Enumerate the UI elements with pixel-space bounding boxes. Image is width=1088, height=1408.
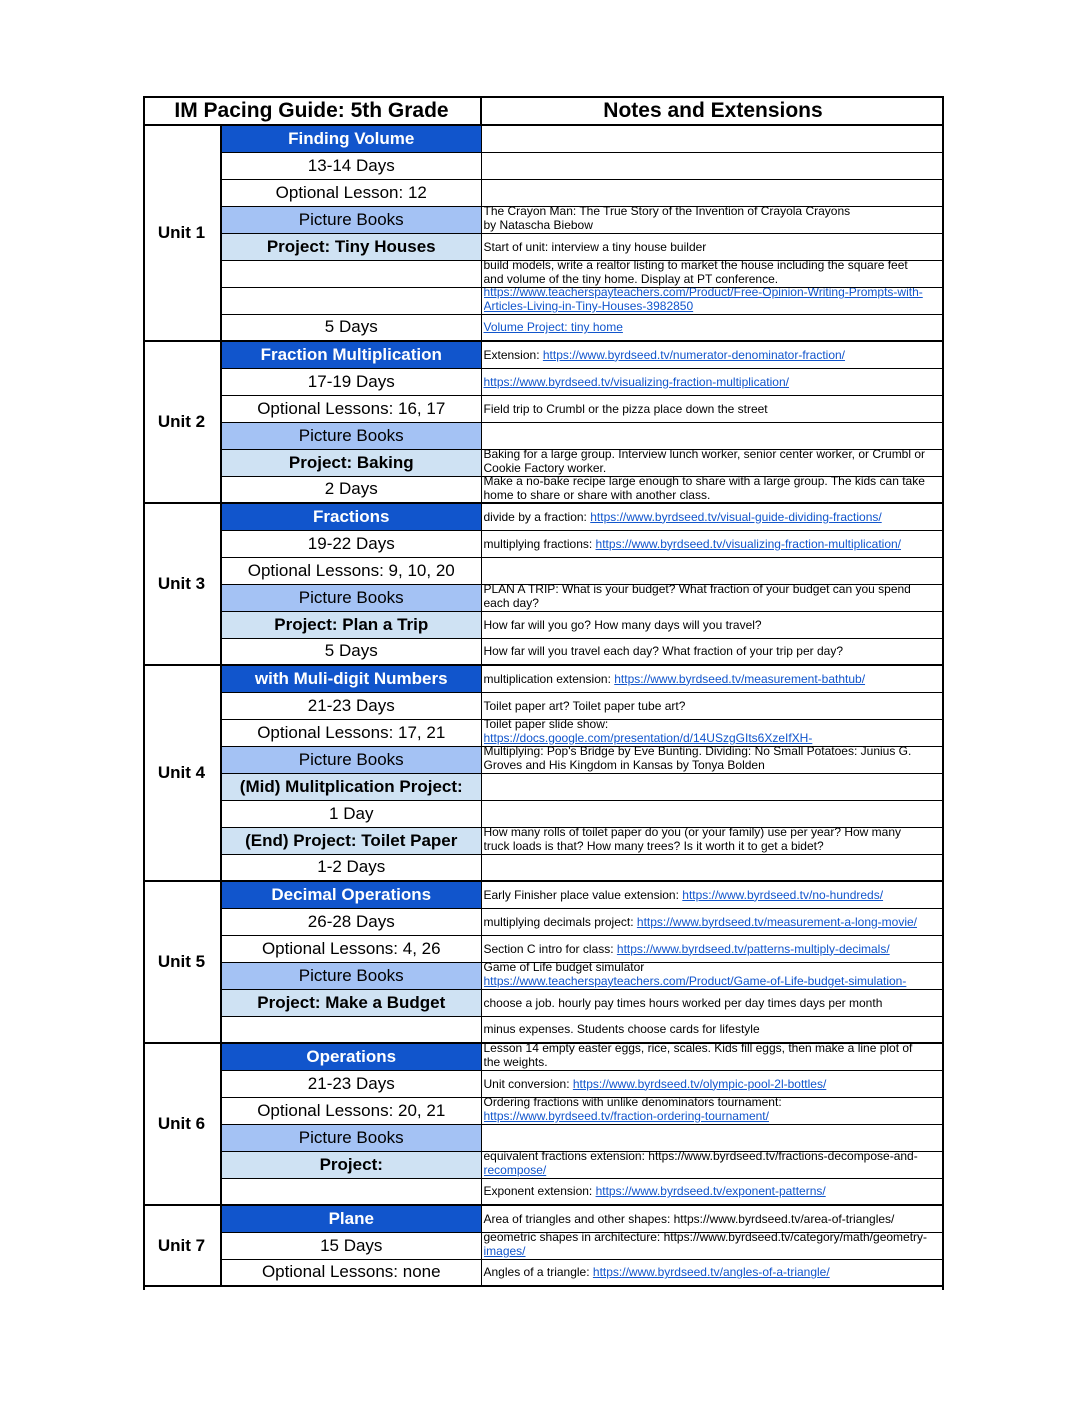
unit-label: Unit 1 xyxy=(143,125,221,341)
unit-detail-cell: Operations xyxy=(221,1043,481,1070)
table-row xyxy=(143,314,944,341)
unit-detail-cell: 19-22 Days xyxy=(221,530,481,557)
notes-line: build models, write a realtor listing to market the house including the square feet xyxy=(483,260,908,272)
notes-cell xyxy=(481,1178,944,1205)
notes-link[interactable]: https://www.byrdseed.tv/patterns-multiply-decimals/ xyxy=(616,941,890,956)
notes-line[interactable]: Articles-Living-in-Tiny-Houses-3982850 xyxy=(483,299,694,313)
table-row xyxy=(143,368,944,395)
notes-link[interactable]: Volume Project: tiny home xyxy=(483,320,623,335)
table-row xyxy=(143,1070,944,1097)
notes-cell xyxy=(481,314,944,341)
notes-cell xyxy=(481,719,944,746)
notes-cell xyxy=(481,125,944,152)
notes-cell xyxy=(481,584,944,611)
unit-label: Unit 4 xyxy=(143,665,221,881)
notes-line: each day? xyxy=(483,596,539,610)
notes-text: Start of unit: interview a tiny house builder xyxy=(483,239,707,254)
table-row xyxy=(143,854,944,881)
table-row xyxy=(143,206,944,233)
unit-detail-cell: Picture Books xyxy=(221,962,481,989)
notes-cell xyxy=(481,611,944,638)
unit-detail-cell: Project: Plan a Trip xyxy=(221,611,481,638)
table-row xyxy=(143,1151,944,1178)
notes-text: multiplying decimals project: xyxy=(483,914,637,929)
table-row xyxy=(143,1097,944,1124)
unit-detail-cell: Picture Books xyxy=(221,746,481,773)
unit-detail-cell: 5 Days xyxy=(221,638,481,665)
unit-detail-cell: 5 Days xyxy=(221,314,481,341)
unit-detail-cell: Optional Lessons: none xyxy=(221,1259,481,1286)
table-row xyxy=(143,989,944,1016)
table-row xyxy=(143,395,944,422)
notes-text: Section C intro for class: xyxy=(483,941,617,956)
unit-label: Unit 2 xyxy=(143,341,221,503)
notes-line: Baking for a large group. Interview lunch worker, senior center worker, or Crumbl or xyxy=(483,449,926,461)
notes-cell xyxy=(481,1232,944,1259)
table-row xyxy=(143,1259,944,1286)
notes-text: Angles of a triangle: xyxy=(483,1265,593,1280)
notes-line: geometric shapes in architecture: https://www.byrdseed.tv/category/math/geometry- xyxy=(483,1232,928,1244)
unit-detail-cell: Project: Tiny Houses xyxy=(221,233,481,260)
table-row xyxy=(143,800,944,827)
notes-line[interactable]: https://www.teacherspayteachers.com/Product/Free-Opinion-Writing-Prompts-with- xyxy=(483,287,923,299)
notes-line: Toilet paper slide show: xyxy=(483,719,609,731)
notes-cell xyxy=(481,503,944,530)
notes-cell xyxy=(481,395,944,422)
notes-cell xyxy=(481,773,944,800)
notes-cell xyxy=(481,179,944,206)
table-row xyxy=(143,1043,944,1070)
table-row xyxy=(143,746,944,773)
unit-detail-cell: Picture Books xyxy=(221,1124,481,1151)
pacing-table xyxy=(143,98,944,1287)
notes-cell xyxy=(481,1016,944,1043)
header-row xyxy=(143,98,944,125)
table-row xyxy=(143,1205,944,1232)
unit-detail-cell: 21-23 Days xyxy=(221,1070,481,1097)
notes-cell xyxy=(481,665,944,692)
unit-detail-cell: 2 Days xyxy=(221,476,481,503)
table-row xyxy=(143,665,944,692)
notes-text: Toilet paper art? Toilet paper tube art? xyxy=(483,698,686,713)
notes-line[interactable]: recompose/ xyxy=(483,1163,547,1177)
notes-line: Make a no-bake recipe large enough to share with a large group. The kids can take xyxy=(483,476,925,488)
table-row xyxy=(143,962,944,989)
unit-detail-cell: Fraction Multiplication xyxy=(221,341,481,368)
notes-line: by Natascha Biebow xyxy=(483,218,593,232)
unit-detail-cell: Plane xyxy=(221,1205,481,1232)
notes-line: Game of Life budget simulator xyxy=(483,962,645,974)
notes-link[interactable]: https://www.byrdseed.tv/exponent-patterns/ xyxy=(595,1184,826,1199)
unit-detail-cell: Project: Make a Budget xyxy=(221,989,481,1016)
notes-cell xyxy=(481,557,944,584)
notes-cell xyxy=(481,692,944,719)
unit-detail-cell: 13-14 Days xyxy=(221,152,481,179)
unit-label: Unit 5 xyxy=(143,881,221,1043)
notes-cell xyxy=(481,341,944,368)
notes-cell xyxy=(481,368,944,395)
unit-detail-cell: with Muli-digit Numbers xyxy=(221,665,481,692)
unit-detail-cell: (End) Project: Toilet Paper xyxy=(221,827,481,854)
notes-text: divide by a fraction: xyxy=(483,509,591,524)
unit-detail-cell: 21-23 Days xyxy=(221,692,481,719)
notes-line: Cookie Factory worker. xyxy=(483,461,607,475)
notes-cell xyxy=(481,233,944,260)
table-row xyxy=(143,638,944,665)
notes-title: Notes and Extensions xyxy=(481,98,944,125)
notes-line: the weights. xyxy=(483,1055,548,1070)
notes-text: multiplication extension: xyxy=(483,671,615,686)
notes-link[interactable]: https://www.byrdseed.tv/visualizing-fraction-multiplication/ xyxy=(483,374,789,389)
table-row xyxy=(143,260,944,287)
table-row xyxy=(143,179,944,206)
table-row xyxy=(143,449,944,476)
unit-detail-cell: 1 Day xyxy=(221,800,481,827)
unit-detail-cell: (Mid) Mulitplication Project: xyxy=(221,773,481,800)
unit-detail-cell: Picture Books xyxy=(221,422,481,449)
unit-detail-cell: 1-2 Days xyxy=(221,854,481,881)
unit-detail-cell: Project: Baking xyxy=(221,449,481,476)
notes-cell xyxy=(481,287,944,314)
unit-detail-cell: Optional Lessons: 16, 17 xyxy=(221,395,481,422)
notes-cell xyxy=(481,638,944,665)
notes-line: truck loads is that? How many trees? Is it worth it to get a bidet? xyxy=(483,839,824,853)
notes-cell xyxy=(481,422,944,449)
table-row xyxy=(143,692,944,719)
unit-detail-cell: Fractions xyxy=(221,503,481,530)
table-row xyxy=(143,908,944,935)
unit-detail-cell: Picture Books xyxy=(221,584,481,611)
table-row xyxy=(143,1124,944,1151)
notes-line: How many rolls of toilet paper do you (or your family) use per year? How many xyxy=(483,827,902,839)
unit-label: Unit 7 xyxy=(143,1205,221,1286)
table-row xyxy=(143,503,944,530)
notes-text: minus expenses. Students choose cards for lifestyle xyxy=(483,1022,760,1037)
notes-cell xyxy=(481,476,944,503)
table-row xyxy=(143,341,944,368)
notes-link[interactable]: https://www.byrdseed.tv/visual-guide-dividing-fractions/ xyxy=(590,509,882,524)
table-row xyxy=(143,125,944,152)
notes-cell xyxy=(481,935,944,962)
notes-cell xyxy=(481,827,944,854)
notes-link[interactable]: https://www.byrdseed.tv/olympic-pool-2l-bottles/ xyxy=(572,1076,827,1091)
notes-cell xyxy=(481,962,944,989)
table-row xyxy=(143,233,944,260)
notes-link[interactable]: https://www.byrdseed.tv/numerator-denominator-fraction/ xyxy=(542,347,846,362)
unit-detail-cell: Decimal Operations xyxy=(221,881,481,908)
unit-detail-cell: Optional Lesson: 12 xyxy=(221,179,481,206)
table-row xyxy=(143,773,944,800)
unit-detail-cell: Picture Books xyxy=(221,206,481,233)
notes-cell xyxy=(481,908,944,935)
unit-detail-cell: Optional Lessons: 4, 26 xyxy=(221,935,481,962)
notes-text: Unit conversion: xyxy=(483,1076,573,1091)
table-row xyxy=(143,1232,944,1259)
notes-cell xyxy=(481,1043,944,1070)
table-row xyxy=(143,1178,944,1205)
notes-text: How far will you go? How many days will you travel? xyxy=(483,617,762,632)
unit-detail-cell: Project: xyxy=(221,1151,481,1178)
table-row xyxy=(143,422,944,449)
notes-text: Area of triangles and other shapes: https://www.byrdseed.tv/area-of-triangles/ xyxy=(483,1211,895,1226)
notes-line[interactable]: images/ xyxy=(483,1244,526,1258)
notes-cell xyxy=(481,800,944,827)
table-row xyxy=(143,719,944,746)
table-row xyxy=(143,1016,944,1043)
unit-detail-cell: Finding Volume xyxy=(221,125,481,152)
table-row xyxy=(143,827,944,854)
notes-cell xyxy=(481,206,944,233)
notes-cell xyxy=(481,1151,944,1178)
unit-detail-cell xyxy=(221,1016,481,1043)
notes-text: Early Finisher place value extension: xyxy=(483,887,683,902)
notes-cell xyxy=(481,1124,944,1151)
notes-text: Field trip to Crumbl or the pizza place down the street xyxy=(483,401,768,416)
notes-cell xyxy=(481,989,944,1016)
notes-text: Exponent extension: xyxy=(483,1184,596,1199)
notes-line[interactable]: https://www.teacherspayteachers.com/Product/Game-of-Life-budget-simulation- xyxy=(483,974,907,988)
table-row xyxy=(143,935,944,962)
unit-detail-cell: Optional Lessons: 9, 10, 20 xyxy=(221,557,481,584)
notes-cell xyxy=(481,1205,944,1232)
notes-cell xyxy=(481,1070,944,1097)
notes-text: Extension: xyxy=(483,347,543,362)
notes-line: home to share or share with another class. xyxy=(483,487,711,502)
notes-line: Lesson 14 empty easter eggs, rice, scales. Kids fill eggs, then make a line plot of xyxy=(483,1043,913,1056)
unit-detail-cell: 26-28 Days xyxy=(221,908,481,935)
notes-cell xyxy=(481,854,944,881)
notes-text: multiplying fractions: xyxy=(483,536,596,551)
notes-link[interactable]: https://www.byrdseed.tv/no-hundreds/ xyxy=(682,887,884,902)
notes-cell xyxy=(481,746,944,773)
table-row xyxy=(143,476,944,503)
notes-line: The Crayon Man: The True Story of the Invention of Crayola Crayons xyxy=(483,206,851,218)
notes-cell xyxy=(481,1097,944,1124)
table-row xyxy=(143,152,944,179)
notes-line: Multiplying: Pop's Bridge by Eve Bunting. Dividing: No Small Potatoes: Junius G. xyxy=(483,746,912,758)
page-title: IM Pacing Guide: 5th Grade xyxy=(143,98,481,125)
notes-cell xyxy=(481,881,944,908)
notes-text: choose a job. hourly pay times hours worked per day times days per month xyxy=(483,995,883,1010)
unit-detail-cell: 17-19 Days xyxy=(221,368,481,395)
unit-detail-cell xyxy=(221,260,481,287)
notes-line[interactable]: https://docs.google.com/presentation/d/14USzgGIts6XzeIfXH- xyxy=(483,731,813,745)
notes-link[interactable]: https://www.byrdseed.tv/angles-of-a-triangle/ xyxy=(592,1265,830,1280)
notes-link[interactable]: https://www.byrdseed.tv/visualizing-fraction-multiplication/ xyxy=(595,536,902,551)
notes-line[interactable]: https://www.byrdseed.tv/fraction-ordering-tournament/ xyxy=(483,1109,769,1123)
notes-line: Ordering fractions with unlike denominators tournament: xyxy=(483,1097,782,1109)
notes-cell xyxy=(481,530,944,557)
notes-line: Groves and His Kingdom in Kansas by Tonya Bolden xyxy=(483,758,765,772)
table-row xyxy=(143,287,944,314)
notes-line: PLAN A TRIP: What is your budget? What fraction of your budget can you spend xyxy=(483,584,911,596)
unit-detail-cell: Optional Lessons: 17, 21 xyxy=(221,719,481,746)
table-row xyxy=(143,584,944,611)
notes-line: equivalent fractions extension: https://www.byrdseed.tv/fractions-decompose-and- xyxy=(483,1151,918,1163)
unit-detail-cell xyxy=(221,1178,481,1205)
unit-label: Unit 6 xyxy=(143,1043,221,1205)
notes-cell xyxy=(481,152,944,179)
notes-line: and volume of the tiny home. Display at PT conference. xyxy=(483,272,779,286)
table-row xyxy=(143,557,944,584)
unit-detail-cell: Optional Lessons: 20, 21 xyxy=(221,1097,481,1124)
unit-detail-cell: 15 Days xyxy=(221,1232,481,1259)
notes-cell xyxy=(481,1259,944,1286)
notes-cell xyxy=(481,260,944,287)
notes-link[interactable]: https://www.byrdseed.tv/measurement-a-long-movie/ xyxy=(636,914,918,929)
unit-detail-cell xyxy=(221,287,481,314)
pacing-guide-sheet xyxy=(143,96,944,1290)
notes-link[interactable]: https://www.byrdseed.tv/measurement-bathtub/ xyxy=(614,671,866,686)
unit-label: Unit 3 xyxy=(143,503,221,665)
notes-cell xyxy=(481,449,944,476)
notes-text: How far will you travel each day? What fraction of your trip per day? xyxy=(483,644,843,659)
table-row xyxy=(143,611,944,638)
table-row xyxy=(143,881,944,908)
table-row xyxy=(143,530,944,557)
